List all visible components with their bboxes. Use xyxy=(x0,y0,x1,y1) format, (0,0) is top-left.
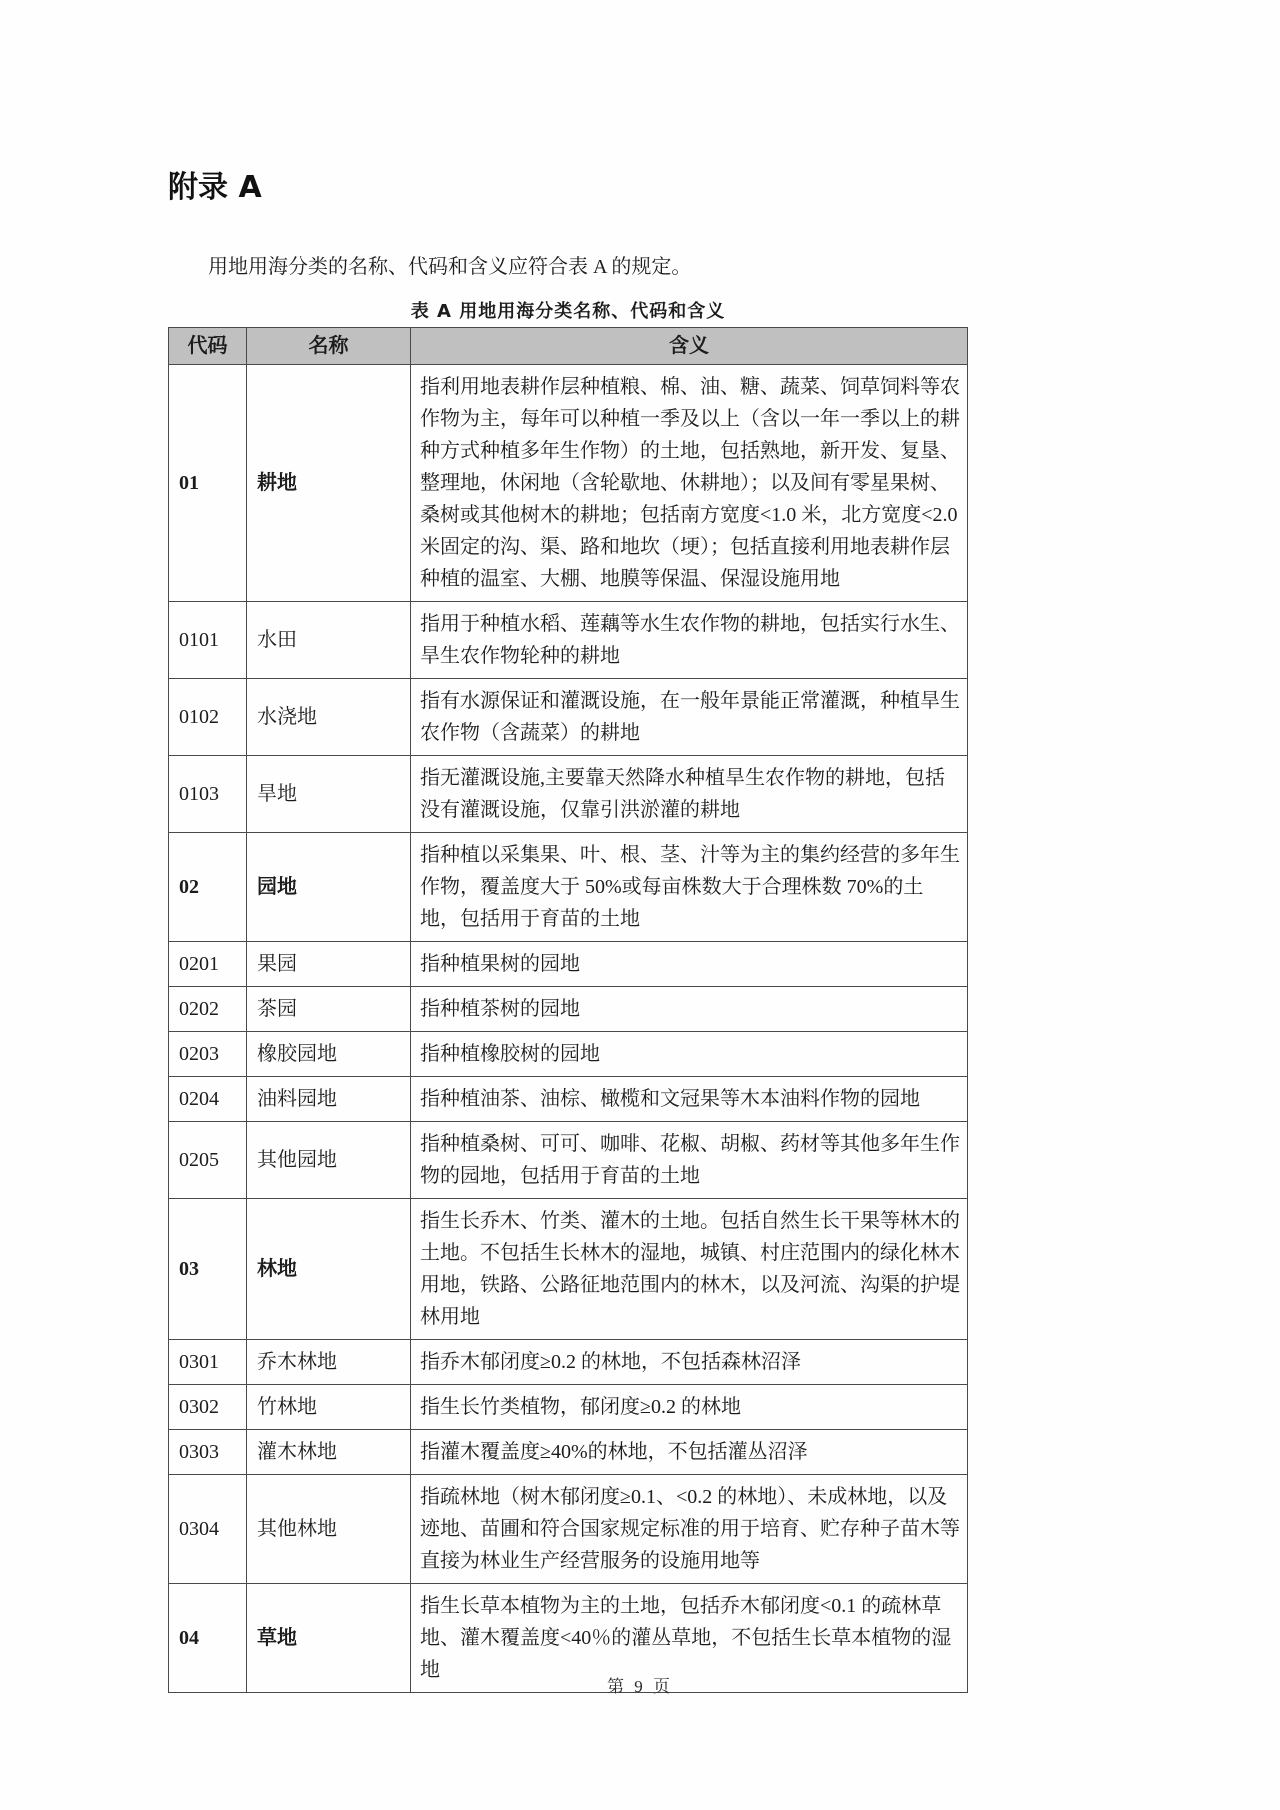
row-code: 0201 xyxy=(169,942,247,987)
row-name: 茶园 xyxy=(247,987,411,1032)
table-row-0101 xyxy=(169,602,968,679)
row-meaning: 指种植果树的园地 xyxy=(411,942,968,987)
row-meaning: 指疏林地（树木郁闭度≥0.1、<0.2 的林地）、未成林地，以及迹地、苗圃和符合国家规定标准的用于培育、贮存种子苗木等直接为林业生产经营服务的设施用地等 xyxy=(411,1475,968,1584)
header-row xyxy=(169,328,968,365)
row-code: 0103 xyxy=(169,756,247,833)
col-header-code: 代码 xyxy=(169,328,247,365)
row-meaning: 指有水源保证和灌溉设施，在一般年景能正常灌溉，种植旱生农作物（含蔬菜）的耕地 xyxy=(411,679,968,756)
row-name: 水田 xyxy=(247,602,411,679)
row-name: 乔木林地 xyxy=(247,1340,411,1385)
row-meaning: 指种植桑树、可可、咖啡、花椒、胡椒、药材等其他多年生作物的园地，包括用于育苗的土地 xyxy=(411,1122,968,1199)
appendix-title: 附录 A xyxy=(168,170,262,205)
classification-table xyxy=(168,327,968,1693)
row-code: 0202 xyxy=(169,987,247,1032)
row-code: 02 xyxy=(169,833,247,942)
row-name: 其他林地 xyxy=(247,1475,411,1584)
row-name: 橡胶园地 xyxy=(247,1032,411,1077)
row-meaning: 指乔木郁闭度≥0.2 的林地，不包括森林沼泽 xyxy=(411,1340,968,1385)
row-code: 0204 xyxy=(169,1077,247,1122)
row-meaning: 指生长竹类植物，郁闭度≥0.2 的林地 xyxy=(411,1385,968,1430)
table-row-03 xyxy=(169,1199,968,1340)
table-row-0303 xyxy=(169,1430,968,1475)
col-header-meaning: 含义 xyxy=(411,328,968,365)
row-code: 01 xyxy=(169,365,247,602)
row-name: 其他园地 xyxy=(247,1122,411,1199)
table-row-0204 xyxy=(169,1077,968,1122)
row-code: 0203 xyxy=(169,1032,247,1077)
row-meaning: 指种植油茶、油棕、橄榄和文冠果等木本油料作物的园地 xyxy=(411,1077,968,1122)
row-meaning: 指生长乔木、竹类、灌木的土地。包括自然生长干果等林木的土地。不包括生长林木的湿地，城镇、村庄范围内的绿化林木用地，铁路、公路征地范围内的林木，以及河流、沟渠的护堤林用地 xyxy=(411,1199,968,1340)
row-name: 竹林地 xyxy=(247,1385,411,1430)
row-name: 园地 xyxy=(247,833,411,942)
row-name: 水浇地 xyxy=(247,679,411,756)
row-code: 0301 xyxy=(169,1340,247,1385)
row-name: 林地 xyxy=(247,1199,411,1340)
table-row-0302 xyxy=(169,1385,968,1430)
row-meaning: 指种植茶树的园地 xyxy=(411,987,968,1032)
table-row-02 xyxy=(169,833,968,942)
row-name: 果园 xyxy=(247,942,411,987)
row-name: 耕地 xyxy=(247,365,411,602)
page-number: 第 9 页 xyxy=(607,1677,673,1696)
row-meaning: 指利用地表耕作层种植粮、棉、油、糖、蔬菜、饲草饲料等农作物为主，每年可以种植一季及以上（含以一年一季以上的耕种方式种植多年生作物）的土地，包括熟地，新开发、复垦、整理地，休闲地（含轮歇地、休耕地）；以及间有零星果树、桑树或其他树木的耕地；包括南方宽度<1.0 米，北方宽度<2.0 米固定的沟、渠、路和地坎（埂）；包括直接利用地表耕作层种植的温室、大棚、地膜等保温、保湿设施用地 xyxy=(411,365,968,602)
table-row-0205 xyxy=(169,1122,968,1199)
intro-paragraph: 用地用海分类的名称、代码和含义应符合表 A 的规定。 xyxy=(208,256,692,278)
row-meaning: 指种植以采集果、叶、根、茎、汁等为主的集约经营的多年生作物，覆盖度大于 50%或每亩株数大于合理株数 70%的土地，包括用于育苗的土地 xyxy=(411,833,968,942)
table-row-01 xyxy=(169,365,968,602)
row-code: 03 xyxy=(169,1199,247,1340)
row-name: 灌木林地 xyxy=(247,1430,411,1475)
table-row-0304 xyxy=(169,1475,968,1584)
row-name: 油料园地 xyxy=(247,1077,411,1122)
table-header xyxy=(169,328,968,365)
table-row-0103 xyxy=(169,756,968,833)
table-row-0203 xyxy=(169,1032,968,1077)
row-code: 0102 xyxy=(169,679,247,756)
table-row-0301 xyxy=(169,1340,968,1385)
page-content xyxy=(168,0,968,1693)
table-caption: 表 A 用地用海分类名称、代码和含义 xyxy=(410,301,726,322)
row-meaning: 指无灌溉设施,主要靠天然降水种植旱生农作物的耕地，包括没有灌溉设施，仅靠引洪淤灌的耕地 xyxy=(411,756,968,833)
table-row-0102 xyxy=(169,679,968,756)
row-name: 旱地 xyxy=(247,756,411,833)
row-meaning: 指生长草本植物为主的土地，包括乔木郁闭度<0.1 的疏林草地、灌木覆盖度<40％的灌丛草地，不包括生长草本植物的湿地 xyxy=(411,1584,968,1693)
row-name: 草地 xyxy=(247,1584,411,1693)
table-row-0201 xyxy=(169,942,968,987)
row-code: 0205 xyxy=(169,1122,247,1199)
row-meaning: 指种植橡胶树的园地 xyxy=(411,1032,968,1077)
table-body xyxy=(169,365,968,1693)
row-code: 0304 xyxy=(169,1475,247,1584)
table-row-0202 xyxy=(169,987,968,1032)
col-header-name: 名称 xyxy=(247,328,411,365)
row-code: 04 xyxy=(169,1584,247,1693)
row-code: 0101 xyxy=(169,602,247,679)
row-meaning: 指灌木覆盖度≥40%的林地，不包括灌丛沼泽 xyxy=(411,1430,968,1475)
row-code: 0302 xyxy=(169,1385,247,1430)
row-meaning: 指用于种植水稻、莲藕等水生农作物的耕地，包括实行水生、旱生农作物轮种的耕地 xyxy=(411,602,968,679)
row-code: 0303 xyxy=(169,1430,247,1475)
